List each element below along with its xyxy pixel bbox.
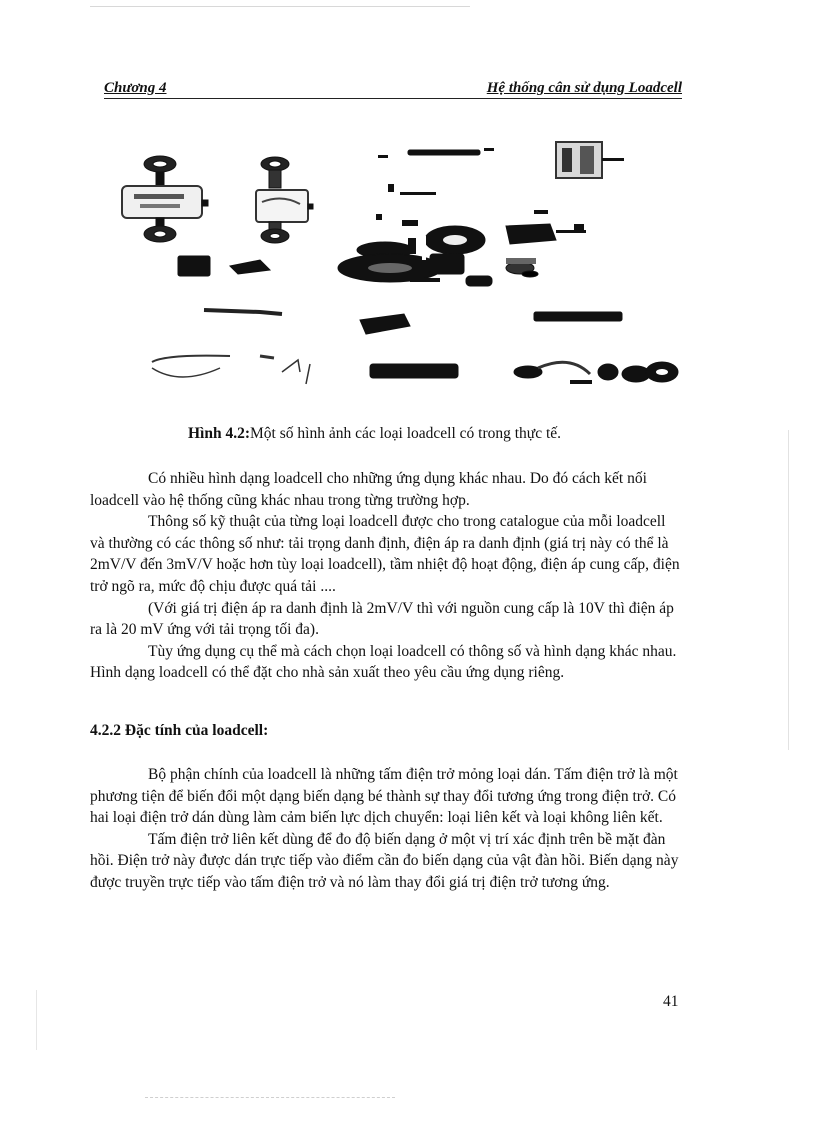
section-1-body (90, 468, 680, 684)
section-2-body (90, 764, 680, 894)
chapter-label: Chương 4 (104, 80, 167, 96)
chapter-title: Hệ thống cân sử dụng Loadcell (486, 80, 682, 96)
figure-caption (188, 425, 561, 443)
small-plate-loadcell-image (230, 260, 270, 274)
page-header (104, 80, 682, 99)
bar-loadcell-image (408, 150, 480, 155)
paragraph: Tùy ứng dụng cụ thể mà cách chọn loại loadcell có thông số và hình dạng khác nhau. Hình dạng loadcell có thể đặt cho nhà sản xuất theo yêu cầu ứng dụng riêng. (90, 642, 677, 682)
scan-artifact-margin (788, 430, 789, 750)
s-type-loadcell-image (122, 156, 208, 242)
platform-loadcell-image (370, 364, 458, 378)
paragraph: Thông số kỹ thuật của từng loại loadcell được cho trong catalogue của mỗi loadcell và thường có các thông số như: tải trọng danh định, điện áp ra danh định (giá trị này có thể là 2mV/V đến 3mV/V hoặc hơn tùy loại loadcell), tầm nhiệt độ hoạt động, điện áp cung cấp, điện trở ngõ ra, mức độ chịu được quá tải .... (90, 513, 680, 595)
cable-loadcell-image (152, 356, 310, 384)
paragraph: (Với giá trị điện áp ra danh định là 2mV/V thì với nguồn cung cấp là 10V thì điện áp ra là 20 mV ứng với tải trọng tối đa). (90, 599, 674, 639)
long-beam-loadcell-image (534, 312, 622, 321)
figure-caption-label: Hình 4.2: (188, 425, 251, 442)
paragraph: Bộ phận chính của loadcell là những tấm điện trở mỏng loại dán. Tấm điện trở là một phương tiện để biến đổi một dạng biến dạng bé thành sự thay đổi tương ứng trong điện trở. Có hai loại điện trở dán dùng làm cảm biến lực dịch chuyển: loại liên kết và loại không liên kết. (90, 766, 678, 827)
s-type-loadcell-image-2 (256, 157, 313, 243)
compression-loadcell-image (360, 314, 410, 334)
pancake-loadcell-image (338, 184, 492, 286)
paragraph: Có nhiều hình dạng loadcell cho những ứng dụng khác nhau. Do đó cách kết nối loadcell vào hệ thống cũng khác nhau trong từng trường hợp. (90, 470, 647, 509)
page-number: 41 (663, 993, 679, 1010)
paragraph: Tấm điện trở liên kết dùng để đo độ biến dạng ở một vị trí xác định trên bề mặt đàn hồi. Điện trở này được dán trực tiếp vào điểm cần đo biến dạng của vật đàn hồi. Biến dạng này được truyền trực tiếp vào tấm điện trở và nó làm thay đổi giá trị điện trở tương ứng. (90, 830, 679, 891)
scan-artifact-bottom (145, 1097, 395, 1098)
scan-artifact-margin-left (36, 990, 37, 1050)
section-heading: 4.2.2 Đặc tính của loadcell: (90, 722, 269, 739)
figure-caption-text: Một số hình ảnh các loại loadcell có trong thực tế. (250, 425, 562, 442)
beam-loadcell-image (506, 210, 586, 277)
assorted-loadcell-image (514, 362, 678, 384)
loadcell-photo-collage (110, 128, 690, 400)
canister-loadcell-image (556, 142, 624, 178)
block-loadcell-image (178, 256, 210, 276)
scan-artifact-top (90, 6, 470, 7)
